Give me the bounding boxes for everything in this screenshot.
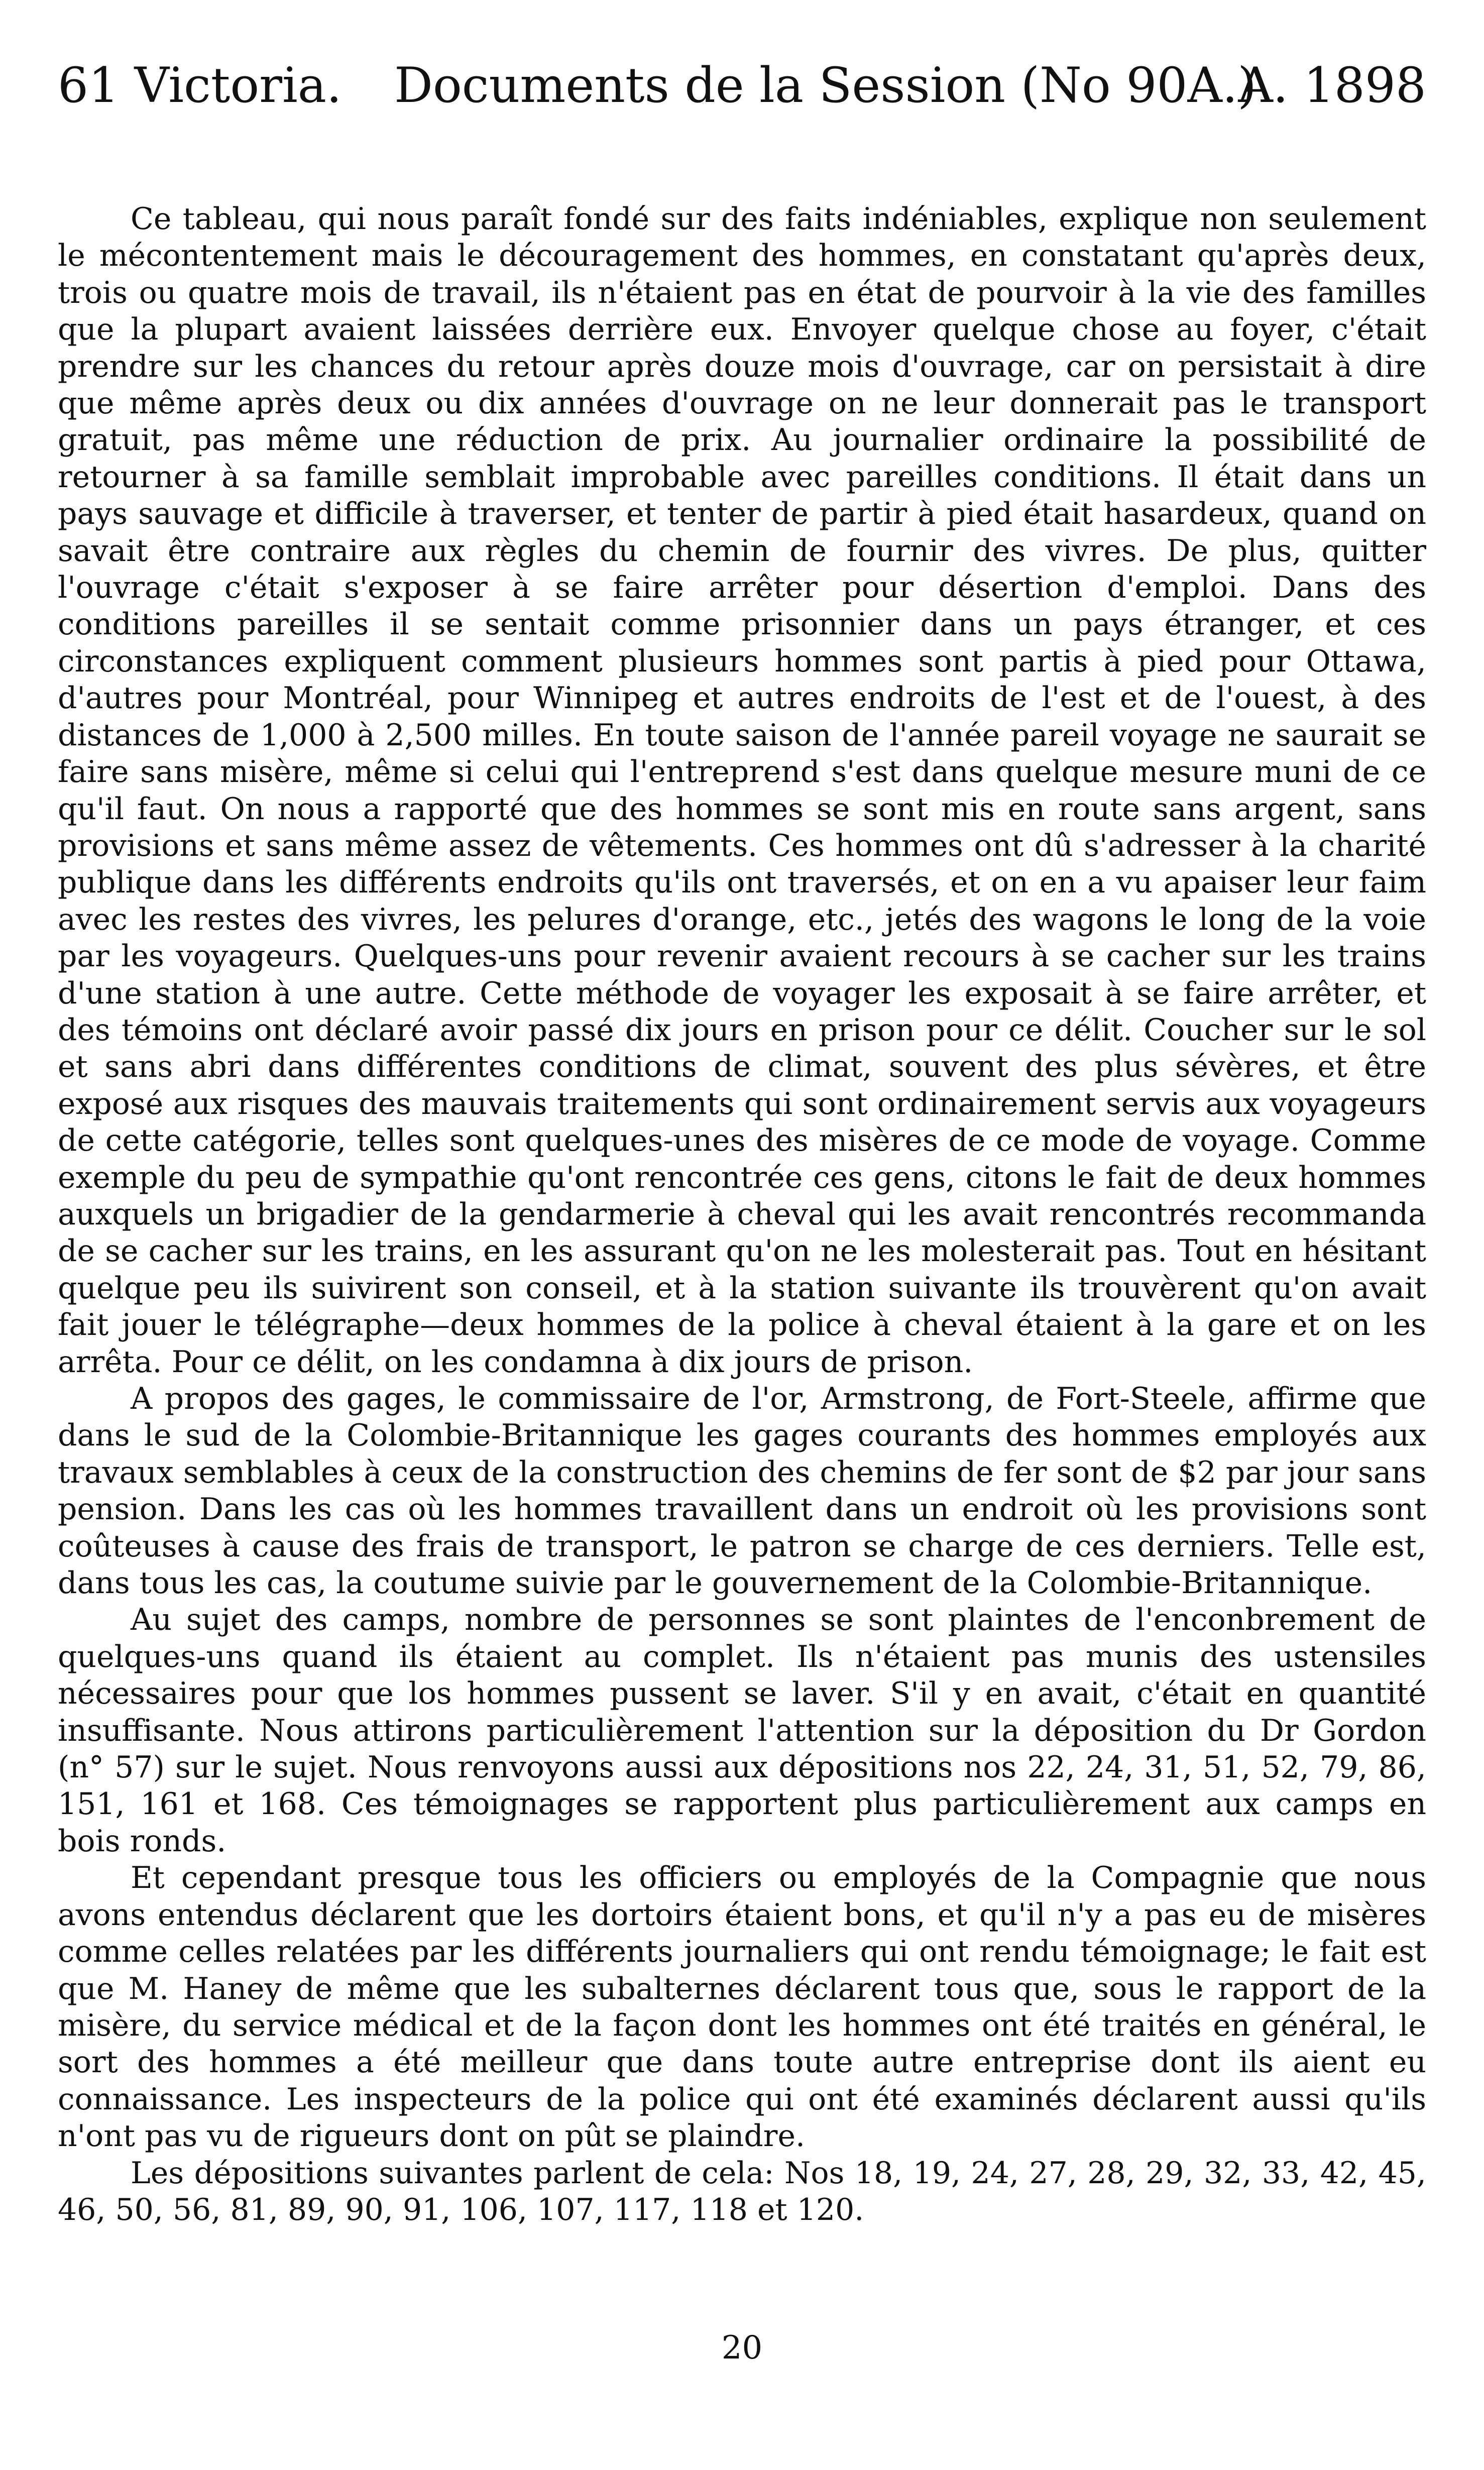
paragraph: Ce tableau, qui nous paraît fondé sur des faits indéniables, explique non seulement le mécontentement mais le découragement des hommes, en constatant qu'après deux, trois ou quatre mois de travail, ils n'étaient pas en état de pourvoir à la vie des familles que la plupart avaient laissées derrière eux. Envoyer quelque chose au foyer, c'était prendre sur les chances du retour après douze mois d'ouvrage, car on persistait à dire que même après deux ou dix années d'ouvrage on ne leur donnerait pas le transport gratuit, pas même une réduction de prix. Au journalier ordinaire la possibilité de retourner à sa famille semblait improbable avec pareilles conditions. Il était dans un pays sauvage et difficile à traverser, et tenter de partir à pied était hasardeux, quand on savait être contraire aux règles du chemin de fournir des vivres. De plus, quitter l'ouvrage c'était s'exposer à se faire arrêter pour désertion d'emploi. Dans des conditions pareilles il se sentait comme prisonnier dans un pays étranger, et ces circonstances expliquent comment plusieurs hommes sont partis à pied pour Ottawa, d'autres pour Montréal, pour Winnipeg et autres endroits de l'est et de l'ouest, à des distances de 1,000 à 2,500 milles. En toute saison de l'année pareil voyage ne saurait se faire sans misère, même si celui qui l'entreprend s'est dans quelque mesure muni de ce qu'il faut. On nous a rapporté que des hommes se sont mis en route sans argent, sans provisions et sans même assez de vêtements. Ces hommes ont dû s'adresser à la charité publique dans les différents endroits qu'ils ont traversés, et on en a vu apaiser leur faim avec les restes des vivres, les pelures d'orange, etc., jetés des wagons le long de la voie par les voyageurs. Quelques-uns pour revenir avaient recours à se cacher sur les trains d'une station à une autre. Cette méthode de voyager les exposait à se faire arrêter, et des témoins ont déclaré avoir passé dix jours en prison pour ce délit. Coucher sur le sol et sans abri dans différentes conditions de climat, souvent des plus sévères, et être exposé aux risques des mauvais traitements qui sont ordinairement servis aux voyageurs de cette catégorie, telles sont quelques-unes des misères de ce mode de voyage. Comme exemple du peu de sympathie qu'ont rencontrée ces gens, citons le fait de deux hommes auxquels un brigadier de la gendarmerie à cheval qui les avait rencontrés recommanda de se cacher sur les trains, en les assurant qu'on ne les molesterait pas. Tout en hésitant quelque peu ils suivirent son conseil, et à la station suivante ils trouvèrent qu'on avait fait jouer le télégraphe—deux hommes de la police à cheval étaient à la gare et on les arrêta. Pour ce délit, on les condamna à dix jours de prison.	[58, 201, 1426, 1380]
page-number: 20	[721, 2329, 763, 2367]
paragraph: Et cependant presque tous les officiers ou employés de la Compagnie que nous avons entendus déclarent que les dortoirs étaient bons, et qu'il n'y a pas eu de misères comme celles relatées par les différents journaliers qui ont rendu témoignage; le fait est que M. Haney de même que les subalternes déclarent tous que, sous le rapport de la misère, du service médical et de la façon dont les hommes ont été traités en général, le sort des hommes a été meilleur que dans toute autre entreprise dont ils aient eu connaissance. Les inspecteurs de la police qui ont été examinés déclarent aussi qu'ils n'ont pas vu de rigueurs dont on pût se plaindre.	[58, 1860, 1426, 2154]
paragraph: A propos des gages, le commissaire de l'or, Armstrong, de Fort-Steele, affirme que dans le sud de la Colombie-Britannique les gages courants des hommes employés aux travaux semblables à ceux de la construction des chemins de fer sont de $2 par jour sans pension. Dans les cas où les hommes travaillent dans un endroit où les provisions sont coûteuses à cause des frais de transport, le patron se charge de ces derniers. Telle est, dans tous les cas, la coutume suivie par le gouvernement de la Colombie-Britannique.	[58, 1381, 1426, 1601]
header-regnal-year: 61 Victoria.	[58, 57, 342, 114]
paragraph: Au sujet des camps, nombre de personnes se sont plaintes de l'enconbrement de quelques-uns quand ils étaient au complet. Ils n'étaient pas munis des ustensiles nécessaires pour que los hommes pussent se laver. S'il y en avait, c'était en quantité insuffisante. Nous attirons particulièrement l'attention sur la déposition du Dr Gordon (n° 57) sur le sujet. Nous renvoyons aussi aux dépositions nos 22, 24, 31, 51, 52, 79, 86, 151, 161 et 168. Ces témoignages se rapportent plus particulièrement aux camps en bois ronds.	[58, 1602, 1426, 1859]
header-year: A. 1898	[1238, 57, 1426, 114]
paragraph: Les dépositions suivantes parlent de cela: Nos 18, 19, 24, 27, 28, 29, 32, 33, 42, 45, 46, 50, 56, 81, 89, 90, 91, 106, 107, 117, 118 et 120.	[58, 2155, 1426, 2227]
body-text	[58, 201, 1426, 2228]
document-page	[58, 48, 1426, 2228]
header-title: Documents de la Session (No 90A.)	[394, 57, 1257, 114]
page-header	[58, 48, 1426, 123]
